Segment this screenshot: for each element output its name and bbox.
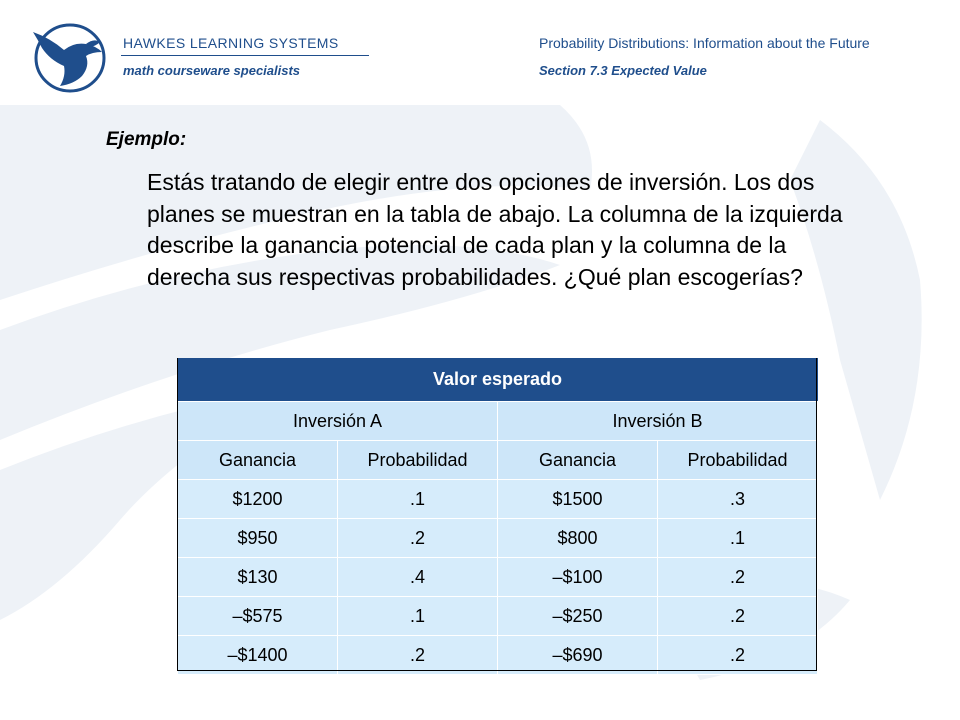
course-title: Probability Distributions: Information about the Future [539,35,870,51]
group-header-a: Inversión A [178,402,498,441]
problem-text: Estás tratando de elegir entre dos opciones de inversión. Los dos planes se muestran en la tabla de abajo. La columna de la izquierda describe la ganancia potencial de cada plan y la columna de la derecha sus respectivas probabilidades. ¿Qué plan escogerías? [147,169,843,290]
table-row [178,558,818,597]
brand-tagline: math courseware specialists [123,63,301,78]
table-cell: $950 [178,519,338,558]
table-cell: .2 [658,597,818,636]
brand-divider [121,55,369,56]
table-cell: $1500 [498,480,658,519]
table-cell: .2 [658,636,818,675]
hawk-logo-icon [30,20,112,94]
example-label: Ejemplo: [106,129,187,150]
table-cell: .1 [658,519,818,558]
table-cell: .2 [338,636,498,675]
group-header-b: Inversión B [498,402,818,441]
table-cell: .1 [338,597,498,636]
table-cell: –$100 [498,558,658,597]
table-row [178,519,818,558]
table-cell: $130 [178,558,338,597]
table-cell: .1 [338,480,498,519]
table-cell: $800 [498,519,658,558]
table-cell: $1200 [178,480,338,519]
table-cell: –$690 [498,636,658,675]
table-cell: .3 [658,480,818,519]
table-cell: –$250 [498,597,658,636]
column-header: Probabilidad [658,441,818,480]
table-column-row [178,441,818,480]
table-cell: .4 [338,558,498,597]
table-cell: –$1400 [178,636,338,675]
table-row [178,636,818,675]
column-header: Ganancia [178,441,338,480]
brand-name: HAWKES LEARNING SYSTEMS [123,35,339,51]
table-cell: .2 [338,519,498,558]
expected-value-table [177,358,818,675]
column-header: Probabilidad [338,441,498,480]
table-cell: –$575 [178,597,338,636]
table-caption: Valor esperado [178,358,818,402]
section-title: Section 7.3 Expected Value [539,63,707,78]
column-header: Ganancia [498,441,658,480]
table-row [178,597,818,636]
table-cell: .2 [658,558,818,597]
slide-header [0,0,960,100]
table-group-row [178,402,818,441]
table-row [178,480,818,519]
